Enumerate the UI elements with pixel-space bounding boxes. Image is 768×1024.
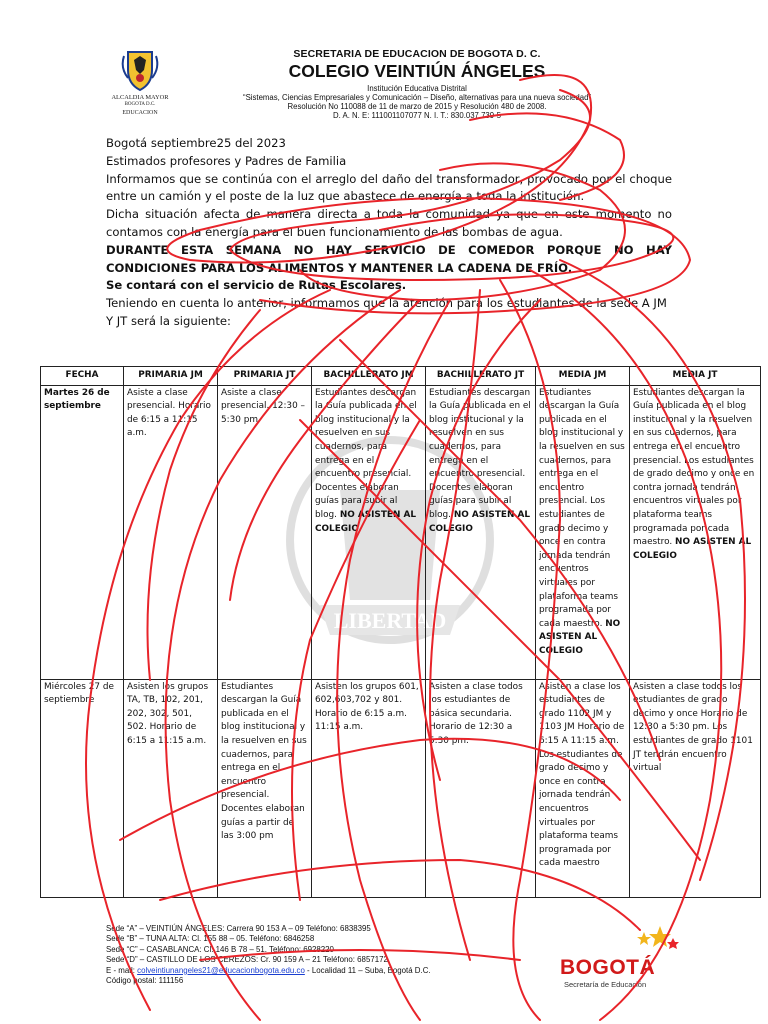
paragraph-rutas: Se contará con el servicio de Rutas Escolares. [106, 278, 407, 293]
enfasis-line: “Sistemas, Ciencias Empresariales y Comunicación – Diseño, alternativas para una nueva sociedad” [243, 93, 591, 102]
bogota-crest-logo [110, 48, 170, 120]
table-cell [312, 679, 426, 897]
cell-bold-note: NO ASISTEN AL COLEGIO [315, 509, 416, 534]
table-cell [124, 385, 218, 679]
bogota-subtitle: Secretaría de Educación [564, 980, 647, 989]
cell-text: Asisten a clase los estudiantes de grado 1102 JM y 1103 JM Horario de 6:15 A 11:15 a.m. Los estudiantes de grado decimo y once en contra jornada tendrán encuentros virtuales por plataforma teams programada por cada maestro [539, 681, 625, 869]
paragraph-water-pumps: Dicha situación afecta de manera directa a toda la comunidad ya que en este momento no contamos con la energía para el buen funcionamiento de las bombas de agua. [106, 207, 672, 239]
cell-text: Asiste a clase presencial. Horario de 6:15 a 11:15 a.m. [127, 387, 211, 439]
paragraph-transformer: Informamos que se continúa con el arreglo del daño del transformador, provocado por el choque entre un camión y el poste de la luz que abastece de energía a toda la institución. [106, 171, 672, 204]
table-cell [218, 679, 312, 897]
stars-icon [560, 920, 690, 960]
letter-greeting: Estimados profesores y Padres de Familia [106, 153, 347, 168]
sede-d-line: Sede “D” – CASTILLO DE LOS CEREZOS: Cr. 90 159 A – 21 Teléfono: 6857172 [106, 955, 388, 965]
row-date-cell: Martes 26 de septiembre [41, 385, 124, 679]
email-link[interactable]: colveintiunangeles21@educacionbogota.edu.co [137, 965, 305, 975]
cell-text: Asiste a clase presencial. 12:30 – 5:30 pm [221, 387, 305, 425]
letter-date: Bogotá septiembre25 del 2023 [106, 136, 286, 150]
cell-text: Asisten a clase todos los estudiantes de grado decimo y once Horario de 12:30 a 5:30 pm. Los estudiantes de grado 1101 JT tendrán encuentro virtual [633, 681, 753, 774]
col-header-media-jm: MEDIA JM [536, 367, 630, 386]
colegio-title: COLEGIO VEINTIÚN ÁNGELES [288, 61, 546, 81]
email-suffix: - Localidad 11 – Suba, Bogotá D.C. [304, 965, 431, 975]
schedule-table [40, 366, 761, 898]
table-cell [426, 679, 536, 897]
cell-text: Estudiantes descargan la Guía publicada en el blog institucional y la resuelven en sus cuadernos, para entrega en el encuentro presencial. Los estudiantes de grado decimo y once en contra jornada tendrán encuentros virtuales por plataforma teams programada por cada maestro. [539, 387, 625, 629]
cell-bold-note: NO ASISTEN AL COLEGIO [539, 618, 621, 656]
sede-b-line: Sede “B” – TUNA ALTA: Cl. 155 88 – 05. Teléfono: 6846258 [106, 934, 315, 944]
col-header-fecha: FECHA [41, 367, 124, 386]
cell-text: Asisten los grupos 601, 602,603,702 y 801. Horario de 6:15 a.m. 11:15 a.m. [315, 681, 419, 733]
paragraph-atencion: Teniendo en cuenta lo anterior, informamos que la atención para los estudiantes de la sede A JM Y JT será la siguiente: [106, 296, 667, 328]
email-prefix: E - mail: [106, 965, 138, 975]
col-header-media-jt: MEDIA JT [630, 367, 761, 386]
sede-c-line: Sede “C” – CASABLANCA: Cl. 146 B 78 – 51. Teléfono: 6928220 [106, 944, 334, 954]
postal-line: Código postal: 111156 [106, 976, 184, 986]
institucion-line: Institución Educativa Distrital [367, 84, 467, 93]
table-header-row [41, 367, 761, 386]
email-line [106, 966, 536, 976]
letterhead [182, 48, 652, 120]
table-row [41, 385, 761, 679]
watermark-word: LIBERTAD [333, 608, 447, 633]
cell-text: Estudiantes descargan la Guía publicada en el blog institucional y la resuelven en sus cuadernos, para entrega en el encuentro presencial. Los estudiantes de grado decimo y once en contra jornada tendrán encuentros virtuales por plataforma teams programada por cada maestro. [633, 387, 755, 548]
table-cell [630, 385, 761, 679]
cell-text: Asisten a clase todos los estudiantes de básica secundaria. Horario de 12:30 a 5:30 pm. [429, 681, 523, 746]
bogota-logo [560, 920, 690, 992]
dane-nit-line: D. A. N. E: 111001107077 N. I. T.: 830.037.739-5 [332, 111, 502, 120]
table-cell [630, 679, 761, 897]
row-date-cell: Miércoles 27 de septiembre [41, 679, 124, 897]
bogota-wordmark: BOGOTÁ [560, 956, 656, 979]
crest-line-2: BOGOTA D.C. [124, 102, 156, 107]
table-cell [536, 679, 630, 897]
cell-text: Asisten los grupos TA, TB, 102, 201, 202, 302, 501, 502. Horario de 6:15 a 11:15 a.m. [127, 681, 209, 746]
cell-bold-note: NO ASISTEN AL COLEGIO [633, 537, 752, 561]
table-cell [124, 679, 218, 897]
crest-line-3: EDUCACION [122, 110, 158, 116]
table-cell [426, 385, 536, 679]
col-header-primaria-jt: PRIMARIA JT [218, 367, 312, 386]
resolucion-line: Resolución No 110088 de 11 de marzo de 2015 y Resolución 480 de 2008. [287, 102, 547, 111]
col-header-bachillerato-jt: BACHILLERATO JT [426, 367, 536, 386]
table-row [41, 679, 761, 897]
col-header-primaria-jm: PRIMARIA JM [124, 367, 218, 386]
table-cell [536, 385, 630, 679]
cell-bold-note: NO ASISTEN AL COLEGIO [429, 509, 530, 534]
secretaria-title: SECRETARIA DE EDUCACION DE BOGOTA D. C. [293, 48, 541, 60]
crest-line-1: ALCALDIA MAYOR [111, 94, 169, 101]
coat-of-arms-icon [110, 48, 170, 92]
cell-text: Estudiantes descargan la Guía publicada en el blog institucional y la resuelven en sus cuadernos, para entrega en el encuentro presencial. Docentes elaboran guías para subir al blog. [429, 387, 531, 520]
cell-text: Estudiantes descargan la Guía publicada en el blog institucional y la resuelven en sus cuadernos, para entrega en el encuentro presencial. Docentes elaboran guías a partir de las 3:00 pm [221, 681, 307, 842]
footer-addresses [106, 924, 536, 986]
col-header-bachillerato-jm: BACHILLERATO JM [312, 367, 426, 386]
cell-text: Estudiantes descargan la Guía publicada en el blog institucional y la resuelven en sus cuadernos, para entrega en el encuentro presencial. Docentes elaboran guías para subir al blog. [315, 387, 417, 520]
sede-a-line: Sede “A” – VEINTIÚN ÁNGELES: Carrera 90 153 A – 09 Teléfono: 6838395 [106, 924, 371, 933]
paragraph-no-comedor: DURANTE ESTA SEMANA NO HAY SERVICIO DE COMEDOR PORQUE NO HAY CONDICIONES PARA LOS ALIMENTOS Y MANTENER LA CADENA DE FRÍO. [106, 242, 672, 275]
table-cell [218, 385, 312, 679]
table-cell [312, 385, 426, 679]
letter-body [106, 135, 672, 331]
